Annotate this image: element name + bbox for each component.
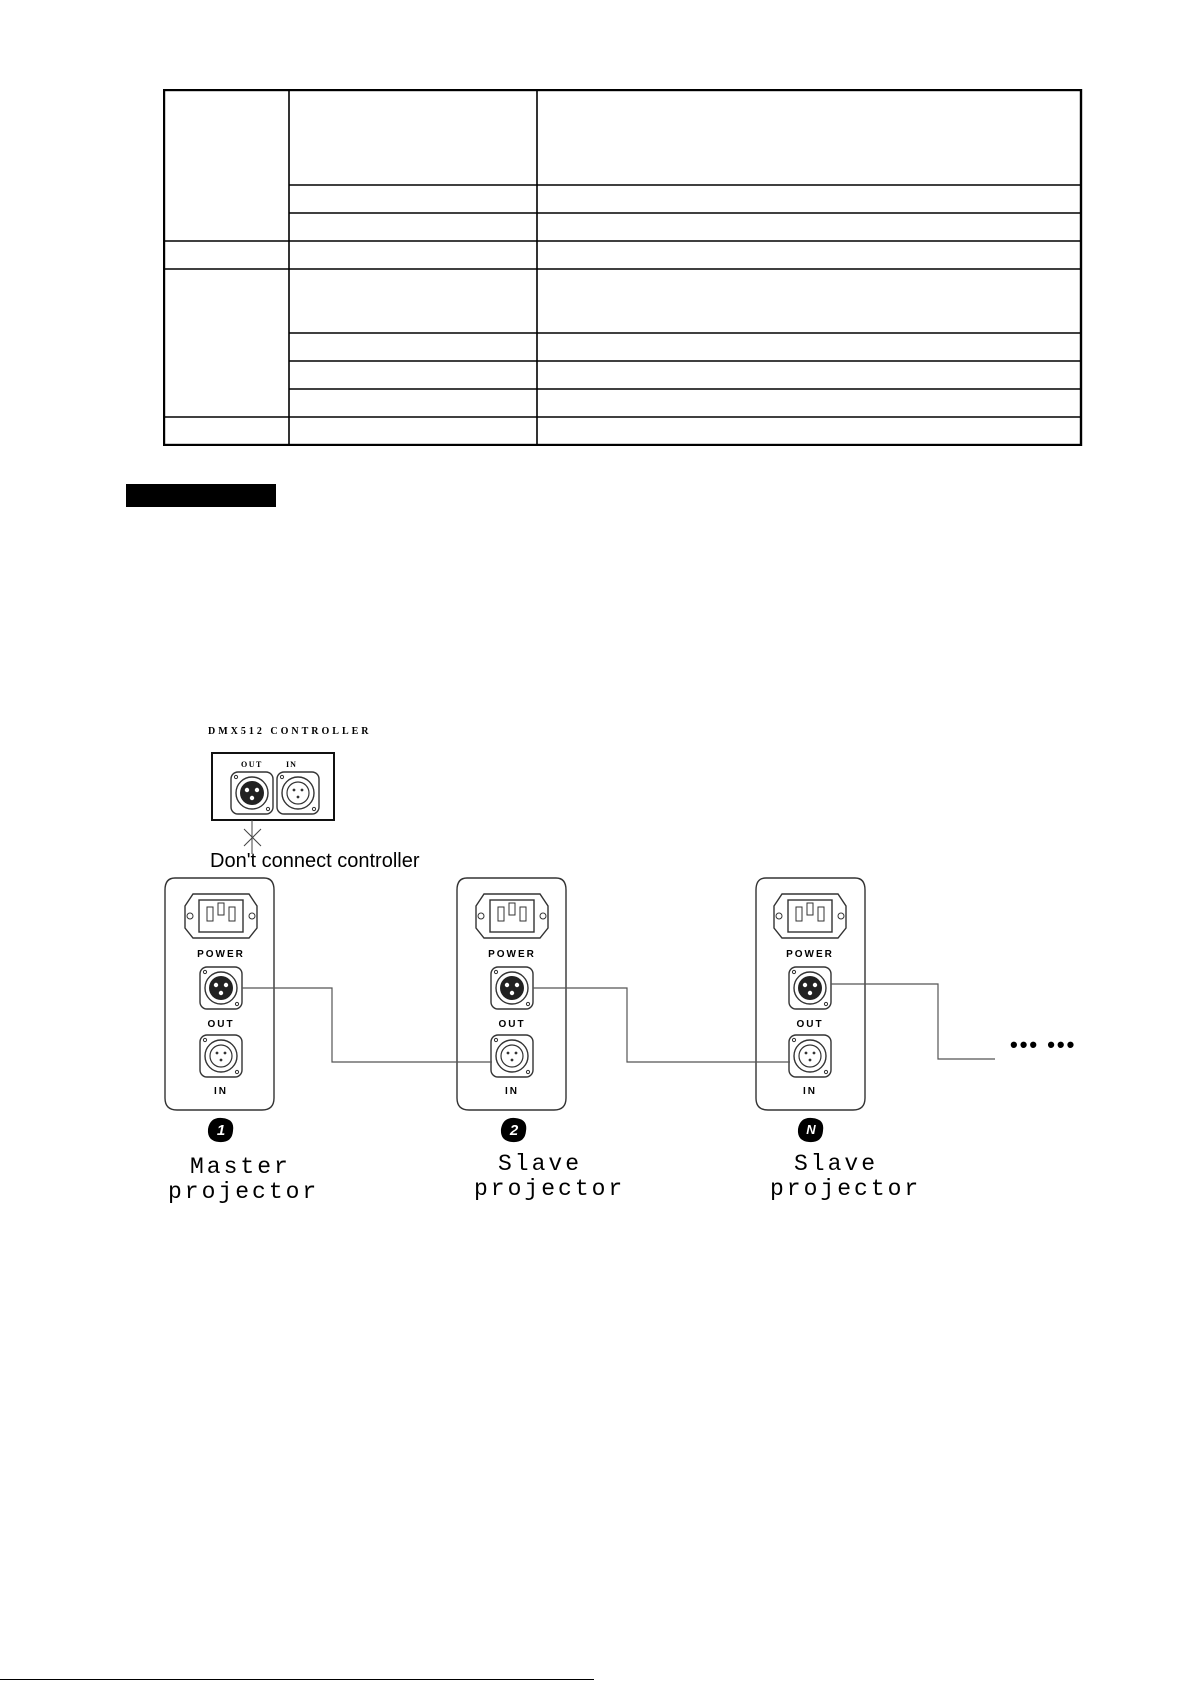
caption-kind-1: projector [168, 1179, 320, 1205]
in-connector-icon [491, 1035, 533, 1077]
caption-kind-2: projector [474, 1176, 626, 1202]
power-socket-icon [476, 894, 548, 938]
table-grid [163, 89, 1083, 446]
controller-in-connector-icon [277, 772, 319, 814]
projector-panel-2 [457, 878, 566, 1110]
in-label: IN [803, 1086, 817, 1097]
projector-panel-n [756, 878, 865, 1110]
in-connector-icon [789, 1035, 831, 1077]
caption-kind-n: projector [770, 1176, 922, 1202]
continuation-dots: ••• ••• [1010, 1032, 1077, 1057]
power-socket-icon [774, 894, 846, 938]
out-label: OUT [796, 1019, 824, 1030]
power-label: POWER [786, 949, 834, 960]
controller-in-label: IN [286, 760, 297, 769]
out-label: OUT [498, 1019, 526, 1030]
dmx-controller [212, 753, 334, 854]
in-label: IN [214, 1086, 228, 1097]
controller-out-connector-icon [231, 772, 273, 814]
power-socket-icon [185, 894, 257, 938]
power-label: POWER [197, 949, 245, 960]
in-label: IN [505, 1086, 519, 1097]
controller-out-label: OUT [241, 760, 263, 769]
warning-text: Don't connect controller [210, 850, 420, 872]
badge-number-1: 1 [216, 1122, 226, 1139]
badge-number-2: 2 [509, 1122, 519, 1139]
diagram-drawing [160, 730, 1110, 1210]
out-connector-icon [200, 967, 242, 1009]
caption-role-2: Slave [498, 1151, 583, 1177]
projector-panel-1 [165, 878, 274, 1110]
out-connector-icon [789, 967, 831, 1009]
spec-table [163, 89, 1083, 446]
dmx-cables [242, 984, 995, 1062]
caption-role-1: Master [190, 1154, 291, 1180]
in-connector-icon [200, 1035, 242, 1077]
footer-rule [0, 1679, 594, 1680]
controller-title: DMX512 CONTROLLER [208, 726, 372, 737]
dmx-wiring-diagram [160, 726, 1110, 1210]
out-label: OUT [207, 1019, 235, 1030]
badge-number-n: N [806, 1122, 816, 1137]
out-connector-icon [491, 967, 533, 1009]
power-label: POWER [488, 949, 536, 960]
section-heading-bar [126, 484, 276, 507]
caption-role-n: Slave [794, 1151, 879, 1177]
